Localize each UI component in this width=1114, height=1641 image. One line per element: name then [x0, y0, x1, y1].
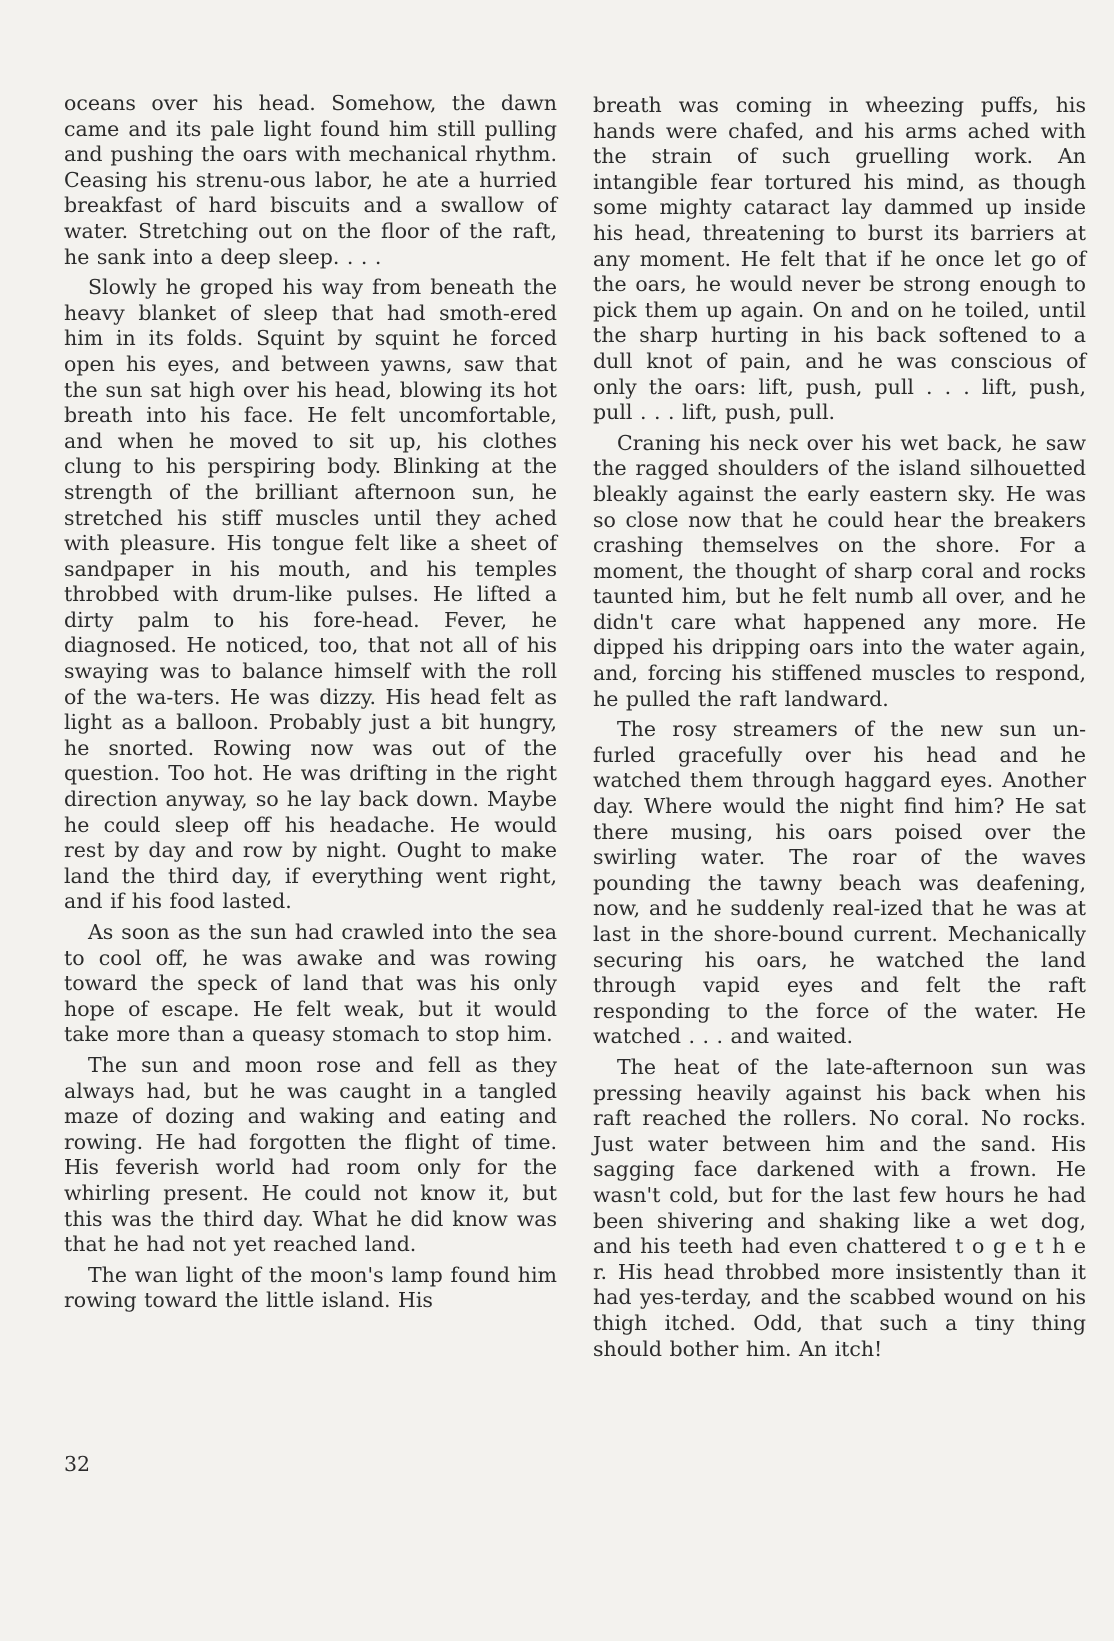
paragraph: The wan light of the moon's lamp found him rowing toward the little island. His — [64, 1262, 557, 1313]
left-text-column — [64, 91, 557, 1319]
paragraph: The sun and moon rose and fell as they always had, but he was caught in a tangled maze of dozing and waking and eating and rowing. He had forgotten the flight of time. His feverish world had room only for the whirling present. He could not know it, but this was the third day. What he did know was that he had not yet reached land. — [64, 1052, 557, 1257]
paragraph: Slowly he groped his way from beneath the heavy blanket of sleep that had smoth-ered him in its folds. Squint by squint he forced open his eyes, and between yawns, saw that the sun sat high over his head, blowing its hot breath into his face. He felt uncomfortable, and when he moved to sit up, his clothes clung to his perspiring body. Blinking at the strength of the brilliant afternoon sun, he stretched his stiff muscles until they ached with pleasure. His tongue felt like a sheet of sandpaper in his mouth, and his temples throbbed with drum-like pulses. He lifted a dirty palm to his fore-head. Fever, he diagnosed. He noticed, too, that not all of his swaying was to balance himself with the roll of the wa-ters. He was dizzy. His head felt as light as a balloon. Probably just a bit hungry, he snorted. Rowing now was out of the question. Too hot. He was drifting in the right direction anyway, so he lay back down. Maybe he could sleep off his headache. He would rest by day and row by night. Ought to make land the third day, if everything went right, and if his food lasted. — [64, 275, 557, 914]
right-text-column — [593, 93, 1086, 1367]
paragraph: As soon as the sun had crawled into the sea to cool off, he was awake and was rowing toward the speck of land that was his only hope of escape. He felt weak, but it would take more than a queasy stomach to stop him. — [64, 920, 557, 1047]
paragraph: The rosy streamers of the new sun un-furled gracefully over his head and he watched them through haggard eyes. Another day. Where would the night find him? He sat there musing, his oars poised over the swirling water. The roar of the waves pounding the tawny beach was deafening, now, and he suddenly real-ized that he was at last in the shore-bound current. Mechanically securing his oars, he watched the land through vapid eyes and felt the raft responding to the force of the water. He watched . . . and waited. — [593, 717, 1086, 1049]
paragraph: breath was coming in wheezing puffs, his hands were chafed, and his arms ached with the strain of such gruelling work. An intangible fear tortured his mind, as though some mighty cataract lay dammed up inside his head, threatening to burst its barriers at any moment. He felt that if he once let go of the oars, he would never be strong enough to pick them up again. On and on he toiled, until the sharp hurting in his back softened to a dull knot of pain, and he was conscious of only the oars: lift, push, pull . . . lift, push, pull . . . lift, push, pull. — [593, 93, 1086, 425]
paragraph: oceans over his head. Somehow, the dawn came and its pale light found him still pulling and pushing the oars with mechanical rhythm. Ceasing his strenu-ous labor, he ate a hurried breakfast of hard biscuits and a swallow of water. Stretching out on the floor of the raft, he sank into a deep sleep. . . . — [64, 91, 557, 269]
page-number: 32 — [64, 1452, 91, 1476]
paragraph: Craning his neck over his wet back, he saw the ragged shoulders of the island silhouetted bleakly against the early eastern sky. He was so close now that he could hear the breakers crashing themselves on the shore. For a moment, the thought of sharp coral and rocks taunted him, but he felt numb all over, and he didn't care what happened any more. He dipped his dripping oars into the water again, and, forcing his stiffened muscles to respond, he pulled the raft landward. — [593, 430, 1086, 711]
paragraph: The heat of the late-afternoon sun was pressing heavily against his back when his raft reached the rollers. No coral. No rocks. Just water between him and the sand. His sagging face darkened with a frown. He wasn't cold, but for the last few hours he had been shivering and shaking like a wet dog, and his teeth had even chattered t o g e t h e r. His head throbbed more insistently than it had yes-terday, and the scabbed wound on his thigh itched. Odd, that such a tiny thing should bother him. An itch! — [593, 1054, 1086, 1361]
